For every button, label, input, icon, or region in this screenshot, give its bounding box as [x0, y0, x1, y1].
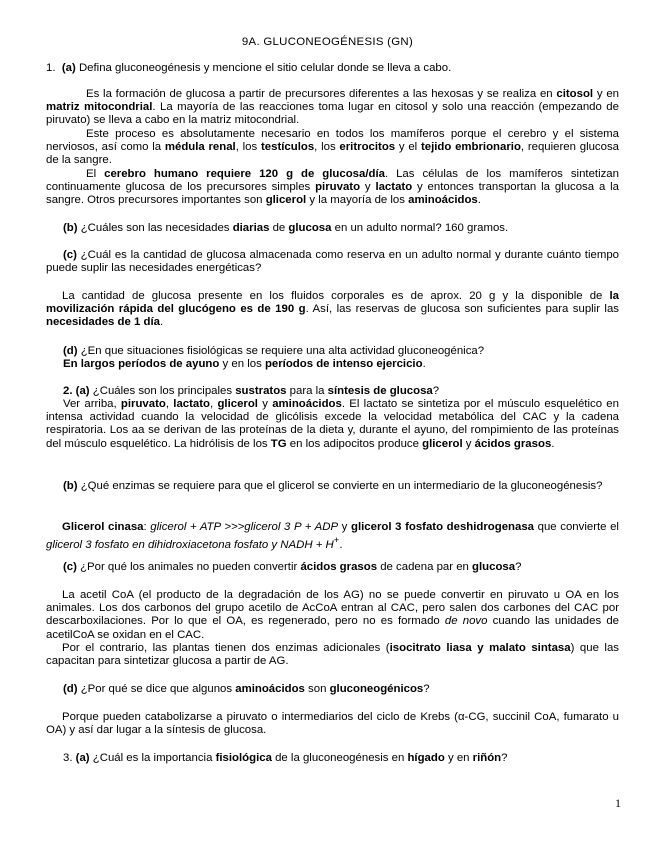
question-2c: (c) ¿Por qué los animales no pueden convertir ácidos grasos de cadena par en glucosa? — [63, 561, 522, 573]
question-2d: (d) ¿Por qué se dice que algunos aminoácidos son gluconeogénicos? — [63, 683, 430, 695]
answer-1a-paragraph-1: Es la formación de glucosa a partir de precursores diferentes a las hexosas y se realiza en citosol y en matriz mitocondrial. La mayoría de las reacciones toma lugar en citosol y solo una reacción (empezando de piruvato) se lleva a cabo en la matriz mitocondrial. — [46, 88, 619, 127]
answer-2d: Porque pueden catabolizarse a piruvato o intermediarios del ciclo de Krebs (α-CG, succinil CoA, fumarato u OA) y así dar lugar a la síntesis de glucosa. — [46, 711, 619, 737]
question-label: (d) — [63, 345, 78, 357]
answer-2c-paragraph-1: La acetil CoA (el producto de la degradación de los AG) no se puede convertir en piruvato u OA en los animales. Los dos carbonos del grupo acetilo de AcCoA entran al CAC, pero salen dos carbones del CAC por descarboxilaciones. Por lo que el OA, es regenerado, pero no es formado de novo cuando las unidades de acetilCoA se oxidan en el CAC. — [46, 589, 619, 641]
page-number: 1 — [615, 796, 621, 810]
question-text: ¿En que situaciones fisiológicas se requiere una alta actividad gluconeogénica? — [77, 345, 485, 357]
question-1b: (b) ¿Cuáles son las necesidades diarias de glucosa en un adulto normal? 160 gramos. — [63, 222, 509, 234]
question-1a — [46, 62, 619, 75]
question-label: 2. (a) — [63, 385, 90, 397]
answer-2b: Glicerol cinasa: glicerol + ATP >>>glicerol 3 P + ADP y glicerol 3 fosfato deshidrogenasa que convierte el glicerol 3 fosfato en dihidroxiacetona fosfato y NADH + H+. — [46, 521, 619, 551]
question-label: (d) — [63, 683, 78, 695]
answer-2a: Ver arriba, piruvato, lactato, glicerol y aminoácidos. El lactato se sintetiza por el músculo esquelético en intensa actividad cuando la velocidad de glicólisis excede la velocidad metabólica del CAC y la cadena respiratoria. Los aa se derivan de las proteínas de la dieta y, durante el ayuno, del rompimiento de las proteínas del músculo esquelético. La hidrólisis de los TG en los adipocitos produce glicerol y ácidos grasos. — [46, 398, 619, 450]
question-label: (b) — [63, 480, 78, 492]
question-text: Defina gluconeogénesis y mencione el sitio celular donde se lleva a cabo. — [78, 62, 452, 74]
answer-1a-paragraph-3: El cerebro humano requiere 120 g de glucosa/día. Las células de los mamíferos sintetizan continuamente glucosa de los precursores simples piruvato y lactato y entonces transportan la glucosa a la sangre. Otros precursores importantes son glicerol y la mayoría de los aminoácidos. — [46, 168, 619, 207]
answer-1c: La cantidad de glucosa presente en los fluidos corporales es de aprox. 20 g y la disponible de la movilización rápida del glucógeno es de 190 g. Así, las reservas de glucosa son suficientes para suplir las necesidades de 1 día. — [46, 290, 619, 329]
answer-1d: En largos períodos de ayuno y en los períodos de intenso ejercicio. — [63, 358, 426, 370]
page-title: 9A. GLUCONEOGÉNESIS (GN) — [241, 36, 414, 48]
question-label: (c) — [63, 249, 77, 261]
answer-2c-paragraph-2: Por el contrario, las plantas tienen dos enzimas adicionales (isocitrato liasa y malato sintasa) que las capacitan para sintetizar glucosa a partir de AG. — [46, 642, 619, 668]
question-number: 1. — [46, 62, 56, 74]
answer-1a-paragraph-2: Este proceso es absolutamente necesario en todos los mamíferos porque el cerebro y el sistema nerviosos, así como la médula renal, los testículos, los eritrocitos y el tejido embrionario, requieren glucosa de la sangre. — [46, 128, 619, 167]
question-2a: 2. (a) ¿Cuáles son los principales sustratos para la síntesis de glucosa? — [63, 385, 440, 397]
question-2b — [46, 480, 619, 493]
question-label: (c) — [63, 561, 77, 573]
question-label: (a) — [61, 62, 76, 74]
question-1c — [46, 249, 619, 275]
question-text: ¿Qué enzimas se requiere para que el glicerol se convierte en un intermediario de la gluconeogénesis? — [77, 480, 603, 492]
question-3a: 3. (a) ¿Cuál es la importancia fisiológica de la gluconeogénesis en hígado y en riñón? — [63, 752, 508, 764]
question-label: (b) — [63, 222, 78, 234]
question-text: ¿Cuál es la cantidad de glucosa almacenada como reserva en un adulto normal y durante cuánto tiempo puede suplir las necesidades energéticas? — [46, 249, 619, 275]
question-label: (a) — [75, 752, 90, 764]
question-number: 3. — [63, 752, 73, 764]
question-1d — [46, 345, 619, 358]
